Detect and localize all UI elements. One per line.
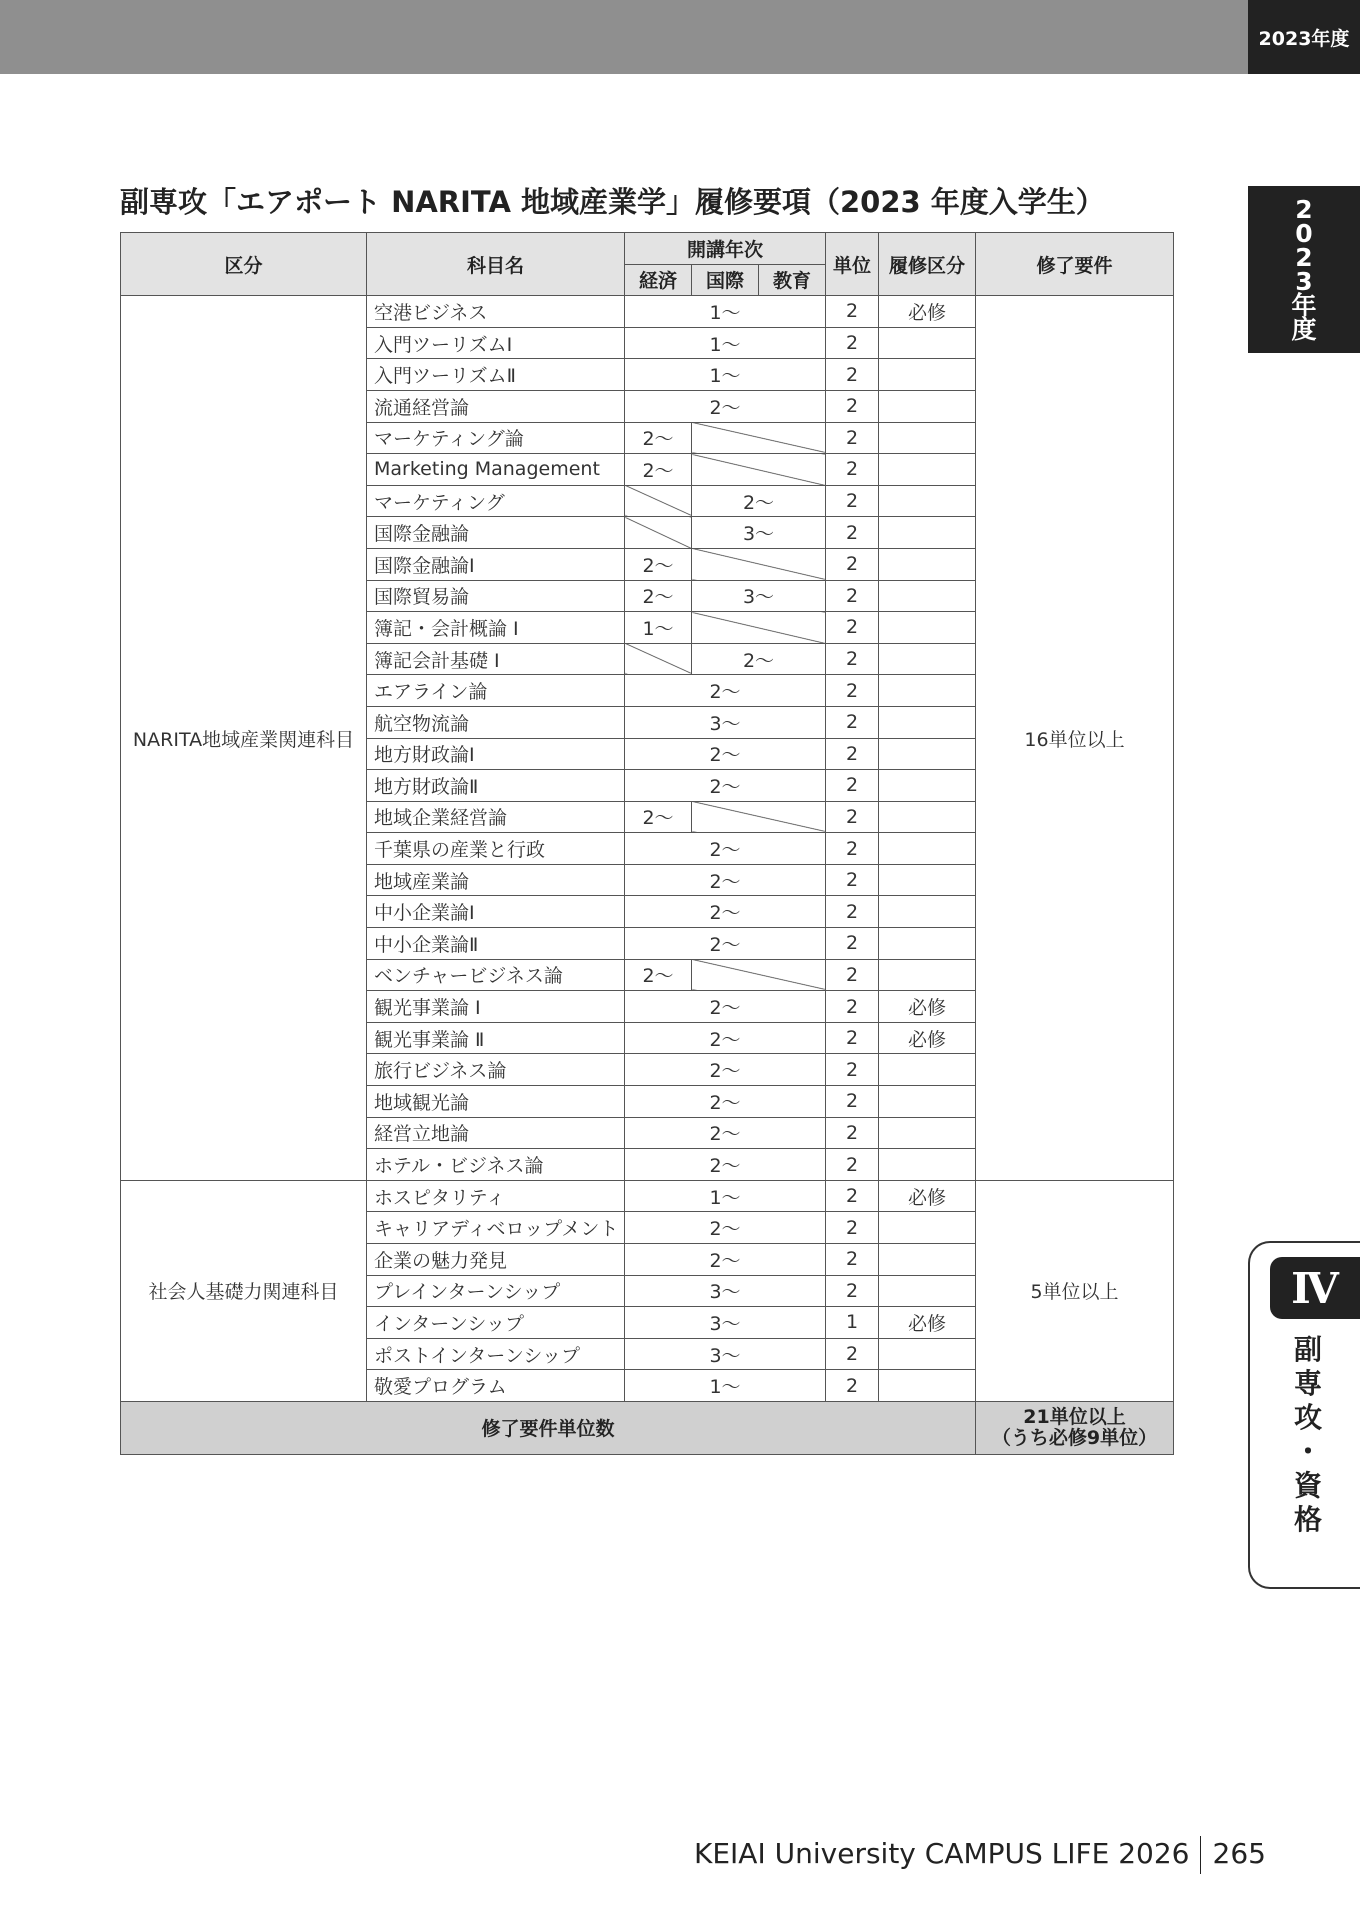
- year-cell: 1〜: [625, 327, 826, 359]
- year-cell: 2〜: [625, 1054, 826, 1086]
- credits-cell: 2: [826, 991, 879, 1023]
- type-cell: 必修: [879, 1022, 976, 1054]
- total-label: 修了要件単位数: [121, 1401, 976, 1454]
- subject-name: 中小企業論Ⅱ: [367, 928, 625, 960]
- side-year-char: 3: [1295, 266, 1313, 296]
- not-offered-cell: [692, 612, 826, 644]
- page-number: 265: [1212, 1837, 1266, 1870]
- credits-cell: 2: [826, 1244, 879, 1276]
- requirement-cell: 16単位以上: [976, 296, 1174, 1181]
- year-keizai: 2〜: [625, 959, 692, 991]
- header-type: 履修区分: [879, 233, 976, 296]
- subject-name: 簿記会計基礎 Ⅰ: [367, 643, 625, 675]
- credits-cell: 2: [826, 485, 879, 517]
- credits-cell: 2: [826, 1149, 879, 1181]
- subject-name: マーケティング: [367, 485, 625, 517]
- year-cell: 2〜: [625, 896, 826, 928]
- type-cell: [879, 833, 976, 865]
- section-label-char: 副: [1293, 1333, 1322, 1366]
- type-cell: 必修: [879, 296, 976, 328]
- year-keizai: 2〜: [625, 548, 692, 580]
- credits-cell: 2: [826, 833, 879, 865]
- footer-divider: [1200, 1836, 1201, 1874]
- credits-cell: 2: [826, 1022, 879, 1054]
- side-year-char: 2: [1295, 242, 1313, 272]
- credits-cell: 2: [826, 770, 879, 802]
- type-cell: [879, 643, 976, 675]
- credits-cell: 2: [826, 643, 879, 675]
- subject-name: Marketing Management: [367, 454, 625, 486]
- section-label: [1278, 1333, 1338, 1537]
- not-offered-cell: [625, 643, 692, 675]
- credits-cell: 2: [826, 675, 879, 707]
- year-cell: 2〜: [625, 1212, 826, 1244]
- section-label-char: ・: [1293, 1435, 1322, 1468]
- credits-cell: 2: [826, 612, 879, 644]
- type-cell: [879, 612, 976, 644]
- credits-cell: 2: [826, 359, 879, 391]
- subject-name: エアライン論: [367, 675, 625, 707]
- type-cell: [879, 548, 976, 580]
- credits-cell: 1: [826, 1307, 879, 1339]
- credits-cell: 2: [826, 1180, 879, 1212]
- subject-name: 地方財政論Ⅰ: [367, 738, 625, 770]
- subject-name: 敬愛プログラム: [367, 1370, 625, 1402]
- subject-name: ホテル・ビジネス論: [367, 1149, 625, 1181]
- type-cell: [879, 359, 976, 391]
- category-cell: NARITA地域産業関連科目: [121, 296, 367, 1181]
- page-title: 副専攻「エアポート NARITA 地域産業学」履修要項（2023 年度入学生）: [120, 185, 1105, 219]
- header-kokusai: 国際: [692, 264, 759, 296]
- requirement-cell: 5単位以上: [976, 1180, 1174, 1401]
- subject-name: 流通経営論: [367, 390, 625, 422]
- subject-name: 中小企業論Ⅰ: [367, 896, 625, 928]
- credits-cell: 2: [826, 801, 879, 833]
- year-cell: 2〜: [625, 738, 826, 770]
- credits-cell: 2: [826, 422, 879, 454]
- section-number: Ⅳ: [1270, 1257, 1360, 1319]
- header-requirement: 修了要件: [976, 233, 1174, 296]
- year-kokusai-kyoiku: 2〜: [692, 485, 826, 517]
- year-cell: 3〜: [625, 706, 826, 738]
- type-cell: [879, 580, 976, 612]
- type-cell: [879, 1370, 976, 1402]
- not-offered-cell: [692, 801, 826, 833]
- subject-name: 地域観光論: [367, 1086, 625, 1118]
- year-cell: 2〜: [625, 675, 826, 707]
- not-offered-cell: [692, 422, 826, 454]
- credits-cell: 2: [826, 738, 879, 770]
- subject-name: ポストインターンシップ: [367, 1338, 625, 1370]
- credits-cell: 2: [826, 296, 879, 328]
- not-offered-cell: [692, 454, 826, 486]
- footer: [694, 1836, 1266, 1874]
- type-cell: [879, 738, 976, 770]
- year-cell: 2〜: [625, 864, 826, 896]
- type-cell: [879, 327, 976, 359]
- type-cell: [879, 801, 976, 833]
- credits-cell: 2: [826, 706, 879, 738]
- footer-title: KEIAI University CAMPUS LIFE 2026: [694, 1837, 1190, 1870]
- type-cell: [879, 1212, 976, 1244]
- subject-name: 国際金融論: [367, 517, 625, 549]
- year-cell: 3〜: [625, 1338, 826, 1370]
- year-cell: 2〜: [625, 928, 826, 960]
- subject-name: 地方財政論Ⅱ: [367, 770, 625, 802]
- type-cell: [879, 1054, 976, 1086]
- type-cell: [879, 1338, 976, 1370]
- year-keizai: 2〜: [625, 801, 692, 833]
- type-cell: [879, 1086, 976, 1118]
- side-year-char: 年: [1291, 290, 1317, 320]
- credits-cell: 2: [826, 517, 879, 549]
- total-row: [121, 1401, 1174, 1454]
- type-cell: [879, 1275, 976, 1307]
- type-cell: [879, 959, 976, 991]
- credits-cell: 2: [826, 1086, 879, 1118]
- subject-name: マーケティング論: [367, 422, 625, 454]
- subject-name: 空港ビジネス: [367, 296, 625, 328]
- credits-cell: 2: [826, 928, 879, 960]
- year-kokusai-kyoiku: 3〜: [692, 580, 826, 612]
- credits-cell: 2: [826, 548, 879, 580]
- subject-name: 簿記・会計概論 Ⅰ: [367, 612, 625, 644]
- header-bar: [0, 0, 1248, 74]
- type-cell: [879, 485, 976, 517]
- credits-cell: 2: [826, 1054, 879, 1086]
- subject-name: 観光事業論 Ⅰ: [367, 991, 625, 1023]
- type-cell: [879, 1149, 976, 1181]
- credits-cell: 2: [826, 1275, 879, 1307]
- type-cell: 必修: [879, 1180, 976, 1212]
- header-year-group: 開講年次: [625, 233, 826, 265]
- type-cell: [879, 1244, 976, 1276]
- credits-cell: 2: [826, 1212, 879, 1244]
- credits-cell: 2: [826, 896, 879, 928]
- credits-cell: 2: [826, 1117, 879, 1149]
- subject-name: 航空物流論: [367, 706, 625, 738]
- subject-name: 国際貿易論: [367, 580, 625, 612]
- year-cell: 2〜: [625, 1149, 826, 1181]
- total-value: [976, 1401, 1174, 1454]
- subject-name: 地域産業論: [367, 864, 625, 896]
- side-tab-year[interactable]: [1248, 186, 1360, 353]
- year-kokusai-kyoiku: 2〜: [692, 643, 826, 675]
- credits-cell: 2: [826, 327, 879, 359]
- subject-name: 千葉県の産業と行政: [367, 833, 625, 865]
- credits-cell: 2: [826, 580, 879, 612]
- side-tab-section[interactable]: [1248, 1241, 1360, 1589]
- header-category: 区分: [121, 233, 367, 296]
- not-offered-cell: [625, 485, 692, 517]
- section-label-char: 専: [1293, 1367, 1322, 1400]
- year-cell: 2〜: [625, 390, 826, 422]
- year-cell: 3〜: [625, 1307, 826, 1339]
- type-cell: [879, 770, 976, 802]
- year-cell: 3〜: [625, 1275, 826, 1307]
- type-cell: [879, 864, 976, 896]
- section-label-char: 格: [1293, 1503, 1322, 1536]
- year-cell: 2〜: [625, 991, 826, 1023]
- year-badge: 2023年度: [1248, 0, 1360, 74]
- year-cell: 1〜: [625, 1180, 826, 1212]
- year-cell: 2〜: [625, 1117, 826, 1149]
- subject-name: 観光事業論 Ⅱ: [367, 1022, 625, 1054]
- subject-name: インターンシップ: [367, 1307, 625, 1339]
- year-keizai: 2〜: [625, 580, 692, 612]
- table-row: [121, 296, 1174, 328]
- type-cell: [879, 422, 976, 454]
- type-cell: [879, 675, 976, 707]
- category-cell: 社会人基礎力関連科目: [121, 1180, 367, 1401]
- side-year-char: 0: [1295, 218, 1313, 248]
- credits-cell: 2: [826, 959, 879, 991]
- year-cell: 1〜: [625, 359, 826, 391]
- credits-cell: 2: [826, 1338, 879, 1370]
- type-cell: 必修: [879, 991, 976, 1023]
- table-row: [121, 1180, 1174, 1212]
- year-cell: 2〜: [625, 770, 826, 802]
- year-cell: 2〜: [625, 833, 826, 865]
- header-kyoiku: 教育: [759, 264, 826, 296]
- type-cell: [879, 517, 976, 549]
- subject-name: 企業の魅力発見: [367, 1244, 625, 1276]
- year-keizai: 2〜: [625, 454, 692, 486]
- year-cell: 2〜: [625, 1086, 826, 1118]
- not-offered-cell: [625, 517, 692, 549]
- type-cell: [879, 1117, 976, 1149]
- subject-name: 旅行ビジネス論: [367, 1054, 625, 1086]
- type-cell: [879, 390, 976, 422]
- section-label-char: 資: [1293, 1469, 1322, 1502]
- course-requirements-table: [120, 232, 1174, 1455]
- header-credits: 単位: [826, 233, 879, 296]
- header-subject: 科目名: [367, 233, 625, 296]
- subject-name: ベンチャービジネス論: [367, 959, 625, 991]
- type-cell: [879, 454, 976, 486]
- subject-name: 経営立地論: [367, 1117, 625, 1149]
- subject-name: 入門ツーリズムⅡ: [367, 359, 625, 391]
- type-cell: 必修: [879, 1307, 976, 1339]
- type-cell: [879, 706, 976, 738]
- subject-name: 国際金融論Ⅰ: [367, 548, 625, 580]
- subject-name: キャリアディベロップメント: [367, 1212, 625, 1244]
- year-cell: 2〜: [625, 1022, 826, 1054]
- credits-cell: 2: [826, 390, 879, 422]
- side-year-char: 度: [1291, 314, 1317, 344]
- credits-cell: 2: [826, 864, 879, 896]
- subject-name: 入門ツーリズムⅠ: [367, 327, 625, 359]
- subject-name: 地域企業経営論: [367, 801, 625, 833]
- type-cell: [879, 896, 976, 928]
- credits-cell: 2: [826, 454, 879, 486]
- not-offered-cell: [692, 959, 826, 991]
- side-year-char: 2: [1295, 194, 1313, 224]
- subject-name: ホスピタリティ: [367, 1180, 625, 1212]
- year-keizai: 1〜: [625, 612, 692, 644]
- year-cell: 1〜: [625, 1370, 826, 1402]
- credits-cell: 2: [826, 1370, 879, 1402]
- total-value-line2: （うち必修9単位）: [991, 1426, 1158, 1449]
- not-offered-cell: [692, 548, 826, 580]
- type-cell: [879, 928, 976, 960]
- year-keizai: 2〜: [625, 422, 692, 454]
- subject-name: プレインターンシップ: [367, 1275, 625, 1307]
- section-label-char: 攻: [1293, 1401, 1322, 1434]
- total-value-line1: 21単位以上: [1023, 1405, 1126, 1428]
- year-cell: 1〜: [625, 296, 826, 328]
- year-cell: 2〜: [625, 1244, 826, 1276]
- header-keizai: 経済: [625, 264, 692, 296]
- year-kokusai-kyoiku: 3〜: [692, 517, 826, 549]
